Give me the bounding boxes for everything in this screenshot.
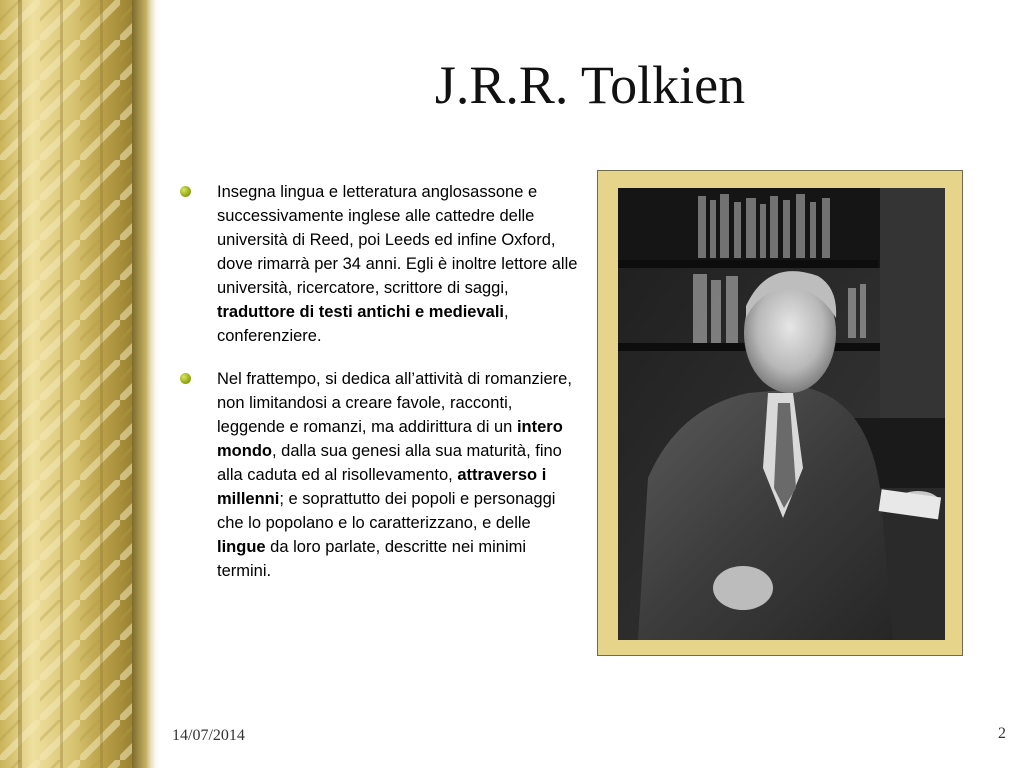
bullet-1-segment-3: , conferenziere. xyxy=(217,303,509,345)
bullet-2-bold-segment-3: lingue xyxy=(217,538,266,556)
footer-date: 14/07/2014 xyxy=(172,727,245,744)
bullet-2-segment-1: Nel frattempo, si dedica all’attività di romanziere, non limitandosi a creare favole, racconti, leggende e romanzi, ma addirittura di un xyxy=(217,370,572,436)
bullet-2-bold-segment-1: intero mondo xyxy=(217,418,563,460)
bullet-2-segment-5: ; e soprattutto dei popoli e personaggi che lo popolano e lo caratterizzano, e delle xyxy=(217,490,556,532)
bullet-1-segment-1: Insegna lingua e letteratura anglosassone e successivamente inglese alle cattedre delle università di Reed, poi Leeds ed infine Oxford, dove rimarrà per 34 anni. Egli è inoltre lettore alle università, ricercatore, scrittore di saggi, xyxy=(217,183,578,297)
slide-title: J.R.R. Tolkien xyxy=(434,55,746,115)
bullet-text-2 xyxy=(217,370,572,580)
bullet-dot-icon xyxy=(180,373,191,384)
bullet-list xyxy=(180,180,580,602)
bullet-2-bold-segment-2: attraverso i millenni xyxy=(217,466,547,508)
photo-frame xyxy=(597,170,963,656)
bullet-item-2 xyxy=(180,367,580,583)
bullet-item-1 xyxy=(180,180,580,348)
bullet-text-1 xyxy=(217,183,577,345)
bullet-2-segment-3: , dalla sua genesi alla sua maturità, fino alla caduta ed al risollevamento, xyxy=(217,442,562,484)
bullet-2-segment-7: da loro parlate, descritte nei minimi termini. xyxy=(217,538,527,580)
bullet-1-bold-segment: traduttore di testi antichi e medievali xyxy=(217,303,504,321)
bullet-dot-icon xyxy=(180,186,191,197)
portrait-photo xyxy=(618,188,945,640)
decorative-gold-border xyxy=(0,0,160,768)
page-number: 2 xyxy=(998,725,1006,742)
